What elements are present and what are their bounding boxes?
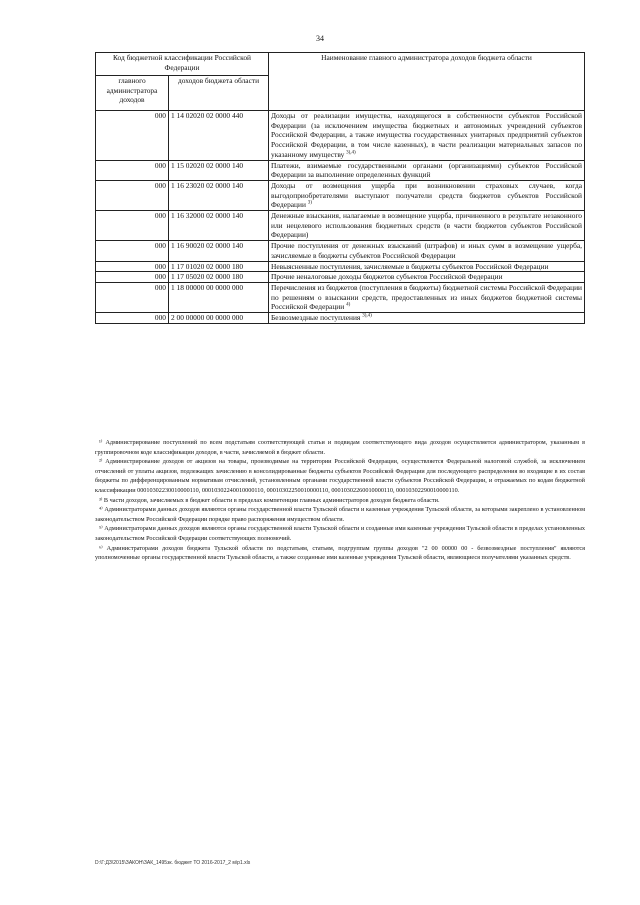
income-code: 1 18 00000 00 0000 000 xyxy=(169,282,269,312)
footnote: ⁴⁾ Администраторами данных доходов являются органы государственной власти Тульской области и казенные учреждения Тульской области, за которыми закреплено в установленном законодательством Российской Федерации порядке право распоряжения имуществом области. xyxy=(95,506,585,523)
income-name-cell xyxy=(269,211,585,241)
income-name-cell xyxy=(269,261,585,272)
footnote-ref: 3) xyxy=(307,200,312,206)
income-name: Невыясненные поступления, зачисляемые в бюджеты субъектов Российской Федерации xyxy=(271,261,549,271)
table-row xyxy=(96,180,585,210)
admin-code: 000 xyxy=(96,180,169,210)
footnote-ref: 4) xyxy=(346,302,351,308)
income-code: 1 16 23020 02 0000 140 xyxy=(169,180,269,210)
table-row xyxy=(96,241,585,261)
income-name-cell xyxy=(269,180,585,210)
admin-code: 000 xyxy=(96,111,169,161)
income-name-cell xyxy=(269,241,585,261)
admin-code: 000 xyxy=(96,282,169,312)
admin-code: 000 xyxy=(96,241,169,261)
income-code: 1 16 90020 02 0000 140 xyxy=(169,241,269,261)
income-name: Перечисления из бюджетов (поступления в бюджеты) бюджетной системы Российской Федерации по решениям о взыскании средств, предоставленных из иных бюджетов бюджетной системы Российской Федерации xyxy=(271,282,583,312)
income-code: 1 15 02020 02 0000 140 xyxy=(169,160,269,180)
income-name: Денежные взыскания, налагаемые в возмещение ущерба, причиненного в результате незаконного или нецелевого использования бюджетных средств (в части бюджетов субъектов Российской Федерации) xyxy=(271,211,583,240)
table-row xyxy=(96,211,585,241)
income-code: 1 17 05020 02 0000 180 xyxy=(169,272,269,283)
table-row xyxy=(96,313,585,324)
income-name: Безвозмездные поступления xyxy=(271,313,361,323)
header-name: Наименование главного администратора доходов бюджета области xyxy=(269,53,585,111)
table-row xyxy=(96,272,585,283)
income-name-cell xyxy=(269,160,585,180)
footnote: ²⁾ Администрирование доходов от акцизов на товары, производимые на территории Российской Федерации, осуществляется Федеральной налоговой службой, за исключением отчислений от уплаты акцизов, подлежащих зачислению в консолидированные бюджеты субъектов Российской Федерации для последующего распределения во входящие в их состав бюджеты по дифференцированным нормативам отчислений, установленным органами государственной власти субъектов Российской Федерации, и отражаемых по кодам бюджетной классификации 00010302230010000110, 00010302240010000110, 00010302250010000110, 00010302260010000110, 00010302290010000110. xyxy=(95,458,585,494)
table-row xyxy=(96,160,585,180)
footnotes xyxy=(95,438,585,563)
income-code: 1 17 01020 02 0000 180 xyxy=(169,261,269,272)
income-name: Доходы от возмещения ущерба при возникновении страховых случаев, когда выгодоприобретателями выступают получатели средств бюджетов субъектов Российской Федерации xyxy=(271,180,583,210)
header-income: доходов бюджета области xyxy=(169,76,269,111)
income-name: Платежи, взимаемые государственными органами (организациями) субъектов Российской Федерации за выполнение определенных функций xyxy=(271,160,583,180)
footnote-ref: 3),4) xyxy=(346,150,356,156)
table-row xyxy=(96,261,585,272)
admin-code: 000 xyxy=(96,261,169,272)
income-name: Прочие поступления от денежных взысканий (штрафов) и иных сумм в возмещение ущерба, зачисляемые в бюджеты субъектов Российской Федерации xyxy=(271,241,583,260)
page-number: 34 xyxy=(316,34,324,43)
footnote: ⁶⁾ Администраторами доходов бюджета Тульской области по подстатьям, статьям, подгруппам группы доходов "2 00 00000 00 - безвозмездные поступления" являются уполномоченные органы государственной власти Тульской области, а также созданные ими казенные учреждения Тульской области, являющиеся получателями указанных средств. xyxy=(95,544,585,562)
footnote: ⁵⁾ Администраторами данных доходов являются органы государственной власти Тульской области и созданные ими казенные учреждения Тульской области в пределах установленных законодательством Российской Федерации соответствующих полномочий. xyxy=(95,525,585,542)
footnote-ref: 3),4) xyxy=(362,313,372,319)
table-row xyxy=(96,111,585,161)
income-name: Доходы от реализации имущества, находящегося в собственности субъектов Российской Федерации (за исключением имущества бюджетных и автономных учреждений субъектов Российской Федерации, а также имущества государственных унитарных предприятий субъектов Российской Федерации, в том числе казенных), в части реализации материальных запасов по указанному имуществу xyxy=(271,111,583,159)
footer-file-path: D:\Г:ДЗ\2015\ЗАКОН\ЗАК_1495зк. бюджет ТО 2016-2017_2 м\p1.xls xyxy=(95,860,251,866)
footnote: ¹⁾ Администрирование поступлений по всем подстатьям соответствующей статьи и подвидам соответствующего вида доходов осуществляется администратором, указанным в группировочном коде классификации доходов, в части, зачисляемой в бюджет области. xyxy=(95,439,585,456)
header-codes-group: Код бюджетной классификации Российской Федерации xyxy=(96,53,269,76)
income-name: Прочие неналоговые доходы бюджетов субъектов Российской Федерации xyxy=(271,272,503,282)
income-code: 2 00 00000 00 0000 000 xyxy=(169,313,269,324)
budget-income-table xyxy=(95,52,585,324)
table-row xyxy=(96,282,585,312)
header-admin: главного администратора доходов xyxy=(96,76,169,111)
income-name-cell xyxy=(269,282,585,312)
admin-code: 000 xyxy=(96,211,169,241)
admin-code: 000 xyxy=(96,272,169,283)
footnote: ³⁾ В части доходов, зачисляемых в бюджет области в пределах компетенции главных администраторов доходов бюджета области. xyxy=(99,496,440,504)
admin-code: 000 xyxy=(96,313,169,324)
income-name-cell xyxy=(269,313,585,324)
admin-code: 000 xyxy=(96,160,169,180)
income-code: 1 14 02020 02 0000 440 xyxy=(169,111,269,161)
income-name-cell xyxy=(269,111,585,161)
income-code: 1 16 32000 02 0000 140 xyxy=(169,211,269,241)
income-name-cell xyxy=(269,272,585,283)
